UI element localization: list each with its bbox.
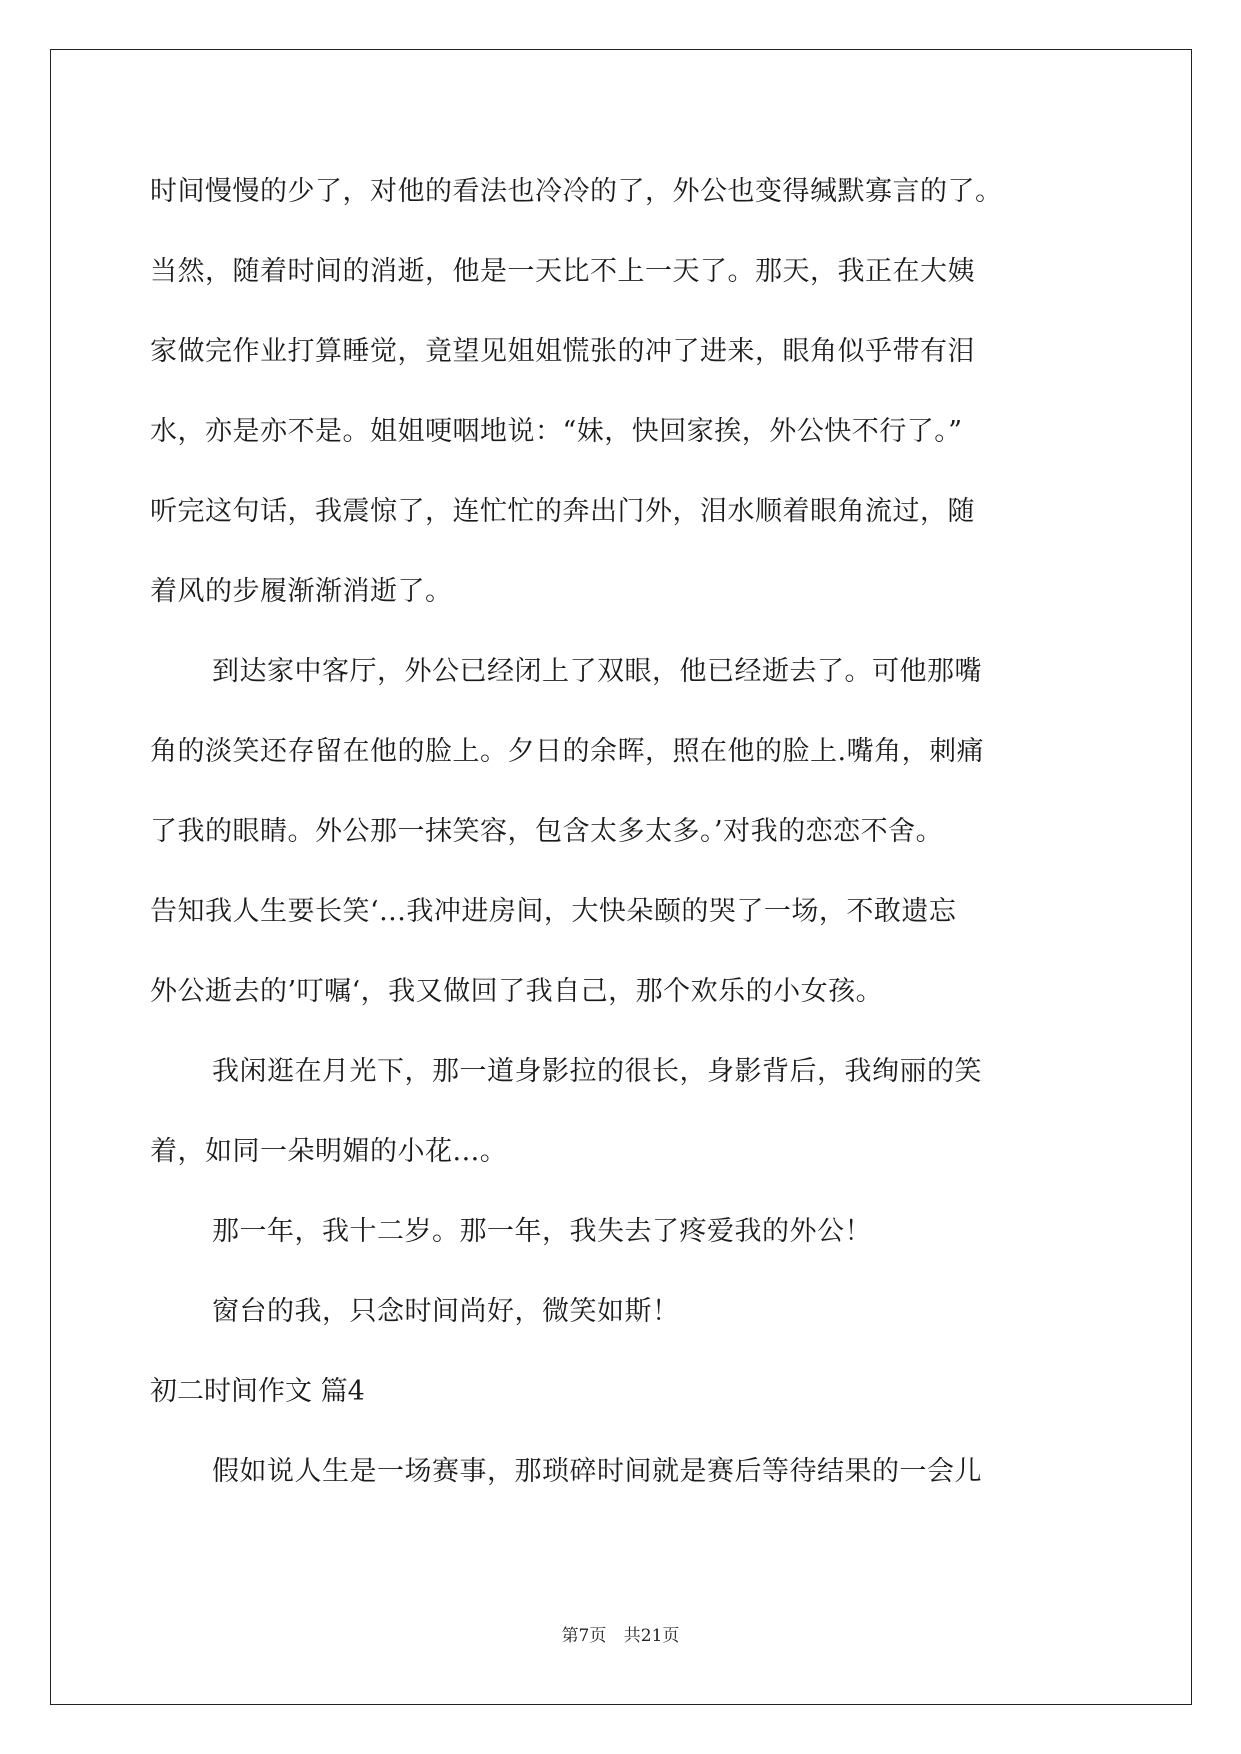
body-text-line: 外公逝去的’叮嘱‘，我又做回了我自己，那个欢乐的小女孩。 xyxy=(150,976,884,1007)
page-footer xyxy=(0,1621,1241,1646)
body-text-line: 时间慢慢的少了，对他的看法也冷冷的了，外公也变得缄默寡言的了。 xyxy=(150,176,1003,207)
body-text-line: 家做完作业打算睡觉，竟望见姐姐慌张的冲了进来，眼角似乎带有泪 xyxy=(150,336,975,367)
page-total: 共21页 xyxy=(623,1626,680,1646)
body-text-line: 角的淡笑还存留在他的脸上。夕日的余晖，照在他的脸上.嘴角，刺痛 xyxy=(150,736,985,767)
body-text-line: 着风的步履渐渐消逝了。 xyxy=(150,576,453,607)
body-text-line: 当然，随着时间的消逝，他是一天比不上一天了。那天，我正在大姨 xyxy=(150,256,975,287)
paragraph-start-line: 到达家中客厅，外公已经闭上了双眼，他已经逝去了。可他那嘴 xyxy=(212,656,982,687)
paragraph-start-line: 那一年，我十二岁。那一年，我失去了疼爱我的外公！ xyxy=(212,1216,872,1247)
body-text-line: 了我的眼睛。外公那一抹笑容，包含太多太多。’对我的恋恋不舍。 xyxy=(150,816,944,847)
body-text-line: 告知我人生要长笑‘...我冲进房间，大快朵颐的哭了一场，不敢遗忘 xyxy=(150,896,957,927)
body-text-line: 听完这句话，我震惊了，连忙忙的奔出门外，泪水顺着眼角流过，随 xyxy=(150,496,975,527)
paragraph-start-line: 我闲逛在月光下，那一道身影拉的很长，身影背后，我绚丽的笑 xyxy=(212,1056,982,1087)
paragraph-start-line: 假如说人生是一场赛事，那琐碎时间就是赛后等待结果的一会儿 xyxy=(212,1456,982,1487)
page-number: 第7页 xyxy=(561,1626,607,1646)
body-text-line: 水，亦是亦不是。姐姐哽咽地说：“妹，快回家挨，外公快不行了。” xyxy=(150,416,963,447)
section-heading: 初二时间作文 篇4 xyxy=(150,1376,365,1407)
body-text-line: 着，如同一朵明媚的小花...。 xyxy=(150,1136,508,1167)
paragraph-start-line: 窗台的我，只念时间尚好，微笑如斯！ xyxy=(212,1296,680,1327)
